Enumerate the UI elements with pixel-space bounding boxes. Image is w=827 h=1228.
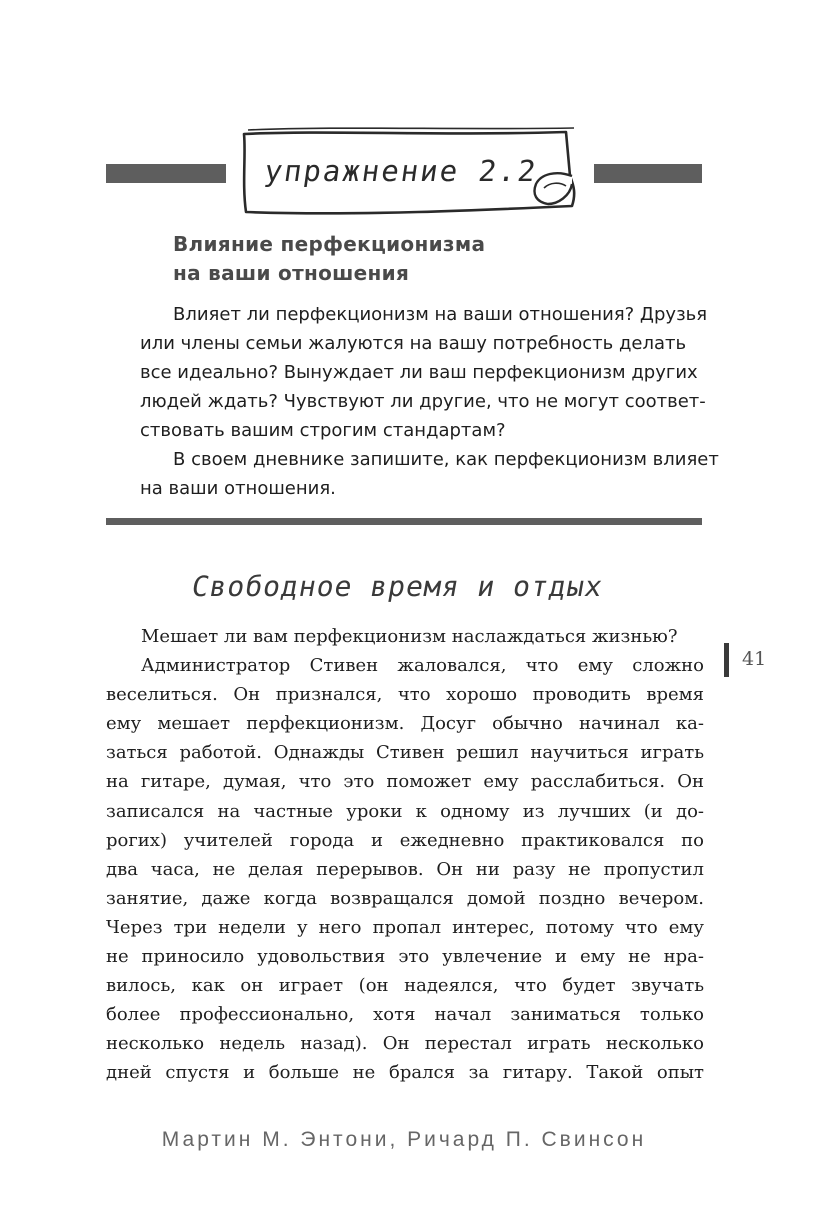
body-line: записался на частные уроки к одному из лучших (и до- xyxy=(106,800,704,822)
exercise-body-line: людей ждать? Чувствуют ли другие, что не могут соответ- xyxy=(140,391,706,412)
body-line: два часа, не делая перерывов. Он ни разу не пропустил xyxy=(106,858,704,880)
page-number-marker xyxy=(724,643,729,677)
exercise-title: упражнение 2.2 xyxy=(262,154,540,188)
exercise-body-line: или члены семьи жалуются на вашу потребность делать xyxy=(140,333,687,354)
body-line: Администратор Стивен жаловался, что ему сложно xyxy=(141,655,704,677)
body-line: более профессионально, хотя начал заниматься только xyxy=(106,1004,704,1026)
banner-bar-right xyxy=(594,164,702,183)
body-line: ему мешает перфекционизм. Досуг обычно начинал ка- xyxy=(106,713,704,735)
exercise-heading xyxy=(173,230,693,288)
body-line: веселиться. Он признался, что хорошо проводить время xyxy=(106,684,704,706)
body-line: Через три недели у него пропал интерес, потому что ему xyxy=(106,916,704,938)
body-line: дней спустя и больше не брался за гитару. Такой опыт xyxy=(106,1062,704,1084)
exercise-body-line: В своем дневнике запишите, как перфекционизм влияет xyxy=(173,449,719,470)
body-line: не приносило удовольствия это увлечение и ему не нра- xyxy=(106,946,704,968)
exercise-bottom-rule xyxy=(106,518,702,525)
page-number: 41 xyxy=(742,648,767,670)
body-line: рогих) учителей города и ежедневно практиковался по xyxy=(106,829,704,851)
exercise-heading-line: Влияние перфекционизма xyxy=(173,232,486,256)
section-title: Свободное время и отдых xyxy=(189,570,606,603)
body-line: заться работой. Однажды Стивен решил научиться играть xyxy=(106,742,704,764)
exercise-body-line: ствовать вашим строгим стандартам? xyxy=(140,420,506,441)
body-line: занятие, даже когда возвращался домой поздно вечером. xyxy=(106,887,704,909)
section-body xyxy=(106,622,704,1088)
banner-bar-left xyxy=(106,164,226,183)
exercise-body-line: на ваши отношения. xyxy=(140,478,336,499)
exercise-body-line: Влияет ли перфекционизм на ваши отношения? Друзья xyxy=(173,304,708,325)
body-line: вилось, как он играет (он надеялся, что будет звучать xyxy=(106,975,704,997)
footer-authors: Мартин М. Энтони, Ричард П. Свинсон xyxy=(161,1128,647,1151)
body-line: Мешает ли вам перфекционизм наслаждаться жизнью? xyxy=(141,626,678,647)
exercise-heading-line: на ваши отношения xyxy=(173,261,410,285)
body-line: на гитаре, думая, что это поможет ему расслабиться. Он xyxy=(106,771,704,793)
exercise-banner xyxy=(236,124,586,220)
body-line: несколько недель назад). Он перестал играть несколько xyxy=(106,1033,704,1055)
exercise-body xyxy=(140,300,719,503)
exercise-body-line: все идеально? Вынуждает ли ваш перфекционизм других xyxy=(140,362,698,383)
